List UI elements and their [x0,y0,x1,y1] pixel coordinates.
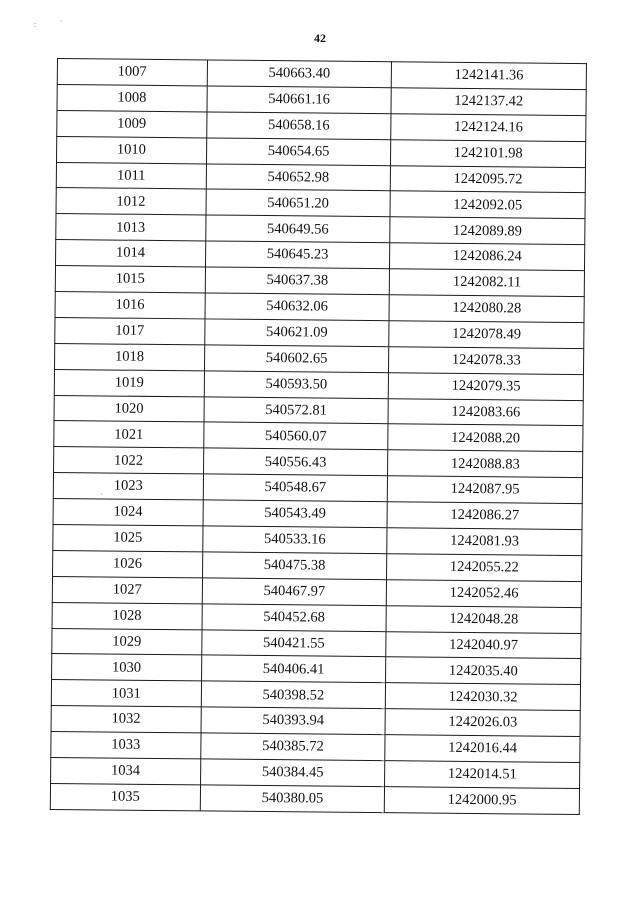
y-coordinate-cell: 1242052.46 [387,580,582,608]
x-coordinate-cell: 540649.56 [205,215,390,243]
point-number-cell: 1020 [54,395,204,422]
point-number-cell: 1015 [55,266,205,293]
y-coordinate-cell: 1242141.36 [392,62,587,90]
x-coordinate-cell: 540654.65 [206,138,391,166]
point-number-cell: 1030 [52,654,202,681]
x-coordinate-cell: 540637.38 [205,267,390,295]
page-number: 42 [314,31,326,45]
point-number-cell: 1026 [53,550,203,577]
scan-speck: · [60,17,63,26]
x-coordinate-cell: 540663.40 [207,60,392,88]
y-coordinate-cell: 1242030.32 [386,683,581,711]
y-coordinate-cell: 1242014.51 [385,761,580,789]
point-number-cell: 1023 [53,473,203,500]
scan-speck: · [100,490,103,499]
y-coordinate-cell: 1242048.28 [386,605,581,633]
x-coordinate-cell: 540572.81 [204,397,389,425]
table-row [50,783,579,814]
y-coordinate-cell: 1242079.35 [389,372,584,400]
point-number-cell: 1009 [57,110,207,137]
y-coordinate-cell: 1242095.72 [391,165,586,193]
x-coordinate-cell: 540602.65 [204,345,389,373]
point-number-cell: 1029 [52,628,202,655]
y-coordinate-cell: 1242016.44 [385,735,580,763]
point-number-cell: 1016 [55,292,205,319]
point-number-cell: 1007 [57,59,207,86]
point-number-cell: 1019 [54,369,204,396]
y-coordinate-cell: 1242026.03 [385,709,580,737]
y-coordinate-cell: 1242040.97 [386,631,581,659]
point-number-cell: 1018 [55,343,205,370]
x-coordinate-cell: 540398.52 [201,681,386,709]
y-coordinate-cell: 1242078.49 [389,321,584,349]
y-coordinate-cell: 1242035.40 [386,657,581,685]
x-coordinate-cell: 540384.45 [200,759,385,787]
coordinates-table [50,58,587,815]
x-coordinate-cell: 540467.97 [202,578,387,606]
x-coordinate-cell: 540475.38 [202,552,387,580]
x-coordinate-cell: 540385.72 [200,733,385,761]
x-coordinate-cell: 540543.49 [203,500,388,528]
x-coordinate-cell: 540548.67 [203,474,388,502]
y-coordinate-cell: 1242000.95 [385,787,580,815]
x-coordinate-cell: 540645.23 [205,241,390,269]
y-coordinate-cell: 1242055.22 [387,554,582,582]
point-number-cell: 1021 [54,421,204,448]
point-number-cell: 1010 [57,136,207,163]
y-coordinate-cell: 1242086.27 [387,502,582,530]
point-number-cell: 1014 [56,240,206,267]
x-coordinate-cell: 540452.68 [202,604,387,632]
y-coordinate-cell: 1242083.66 [388,398,583,426]
scan-speck: : [34,20,37,29]
x-coordinate-cell: 540421.55 [201,630,386,658]
x-coordinate-cell: 540632.06 [205,293,390,321]
coordinates-table-body [50,59,586,815]
y-coordinate-cell: 1242081.93 [387,528,582,556]
x-coordinate-cell: 540406.41 [201,655,386,683]
y-coordinate-cell: 1242124.16 [391,113,586,141]
y-coordinate-cell: 1242092.05 [390,191,585,219]
y-coordinate-cell: 1242088.20 [388,424,583,452]
point-number-cell: 1032 [51,706,201,733]
point-number-cell: 1008 [57,84,207,111]
y-coordinate-cell: 1242087.95 [388,476,583,504]
y-coordinate-cell: 1242101.98 [391,139,586,167]
x-coordinate-cell: 540651.20 [206,189,391,217]
x-coordinate-cell: 540556.43 [203,448,388,476]
x-coordinate-cell: 540380.05 [200,785,385,813]
point-number-cell: 1025 [53,525,203,552]
x-coordinate-cell: 540533.16 [202,526,387,554]
point-number-cell: 1028 [52,602,202,629]
point-number-cell: 1011 [56,162,206,189]
point-number-cell: 1017 [55,317,205,344]
y-coordinate-cell: 1242080.28 [389,295,584,323]
point-number-cell: 1034 [51,758,201,785]
x-coordinate-cell: 540593.50 [204,371,389,399]
point-number-cell: 1033 [51,732,201,759]
x-coordinate-cell: 540661.16 [207,86,392,114]
x-coordinate-cell: 540393.94 [201,707,386,735]
y-coordinate-cell: 1242137.42 [391,88,586,116]
point-number-cell: 1013 [56,214,206,241]
x-coordinate-cell: 540621.09 [204,319,389,347]
point-number-cell: 1027 [52,576,202,603]
point-number-cell: 1024 [53,499,203,526]
y-coordinate-cell: 1242078.33 [389,346,584,374]
x-coordinate-cell: 540652.98 [206,163,391,191]
y-coordinate-cell: 1242088.83 [388,450,583,478]
y-coordinate-cell: 1242086.24 [390,243,585,271]
point-number-cell: 1022 [54,447,204,474]
point-number-cell: 1035 [50,783,200,810]
x-coordinate-cell: 540658.16 [206,112,391,140]
y-coordinate-cell: 1242082.11 [390,269,585,297]
point-number-cell: 1012 [56,188,206,215]
point-number-cell: 1031 [51,680,201,707]
y-coordinate-cell: 1242089.89 [390,217,585,245]
x-coordinate-cell: 540560.07 [203,422,388,450]
